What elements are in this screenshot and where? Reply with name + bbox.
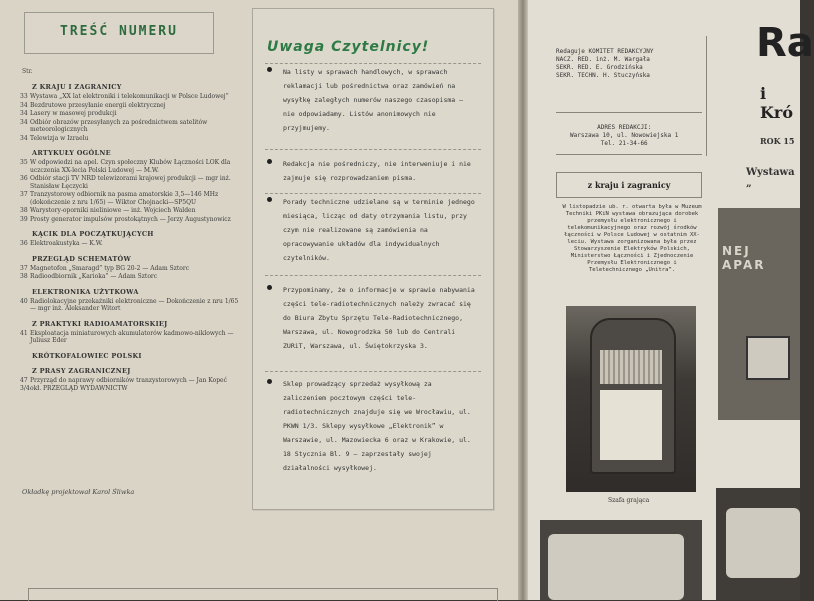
cover-credit: Okładkę projektował Karol Śliwka — [22, 488, 135, 496]
toc-section-title: PRZEGLĄD SCHEMATÓW — [32, 254, 132, 263]
jukebox-image — [590, 318, 676, 474]
toc-page-number: 47 — [20, 376, 28, 384]
toc-entry — [20, 216, 246, 224]
toc-page-number: 36 — [20, 175, 28, 182]
toc-section-title: ARTYKUŁY OGÓLNE — [32, 149, 111, 157]
exhibition-photo — [718, 208, 800, 420]
radio-image — [548, 534, 684, 600]
bullet-icon — [267, 67, 272, 72]
table-of-contents — [20, 76, 246, 394]
toc-page-number: 38 — [20, 273, 28, 280]
magazine-subtitle: i Kró — [760, 84, 794, 122]
toc-page-number: 40 — [20, 297, 28, 305]
toc-entry-text: Przyrząd do naprawy odbiorników tranzystorowych — Jan Kopeć — [30, 376, 227, 384]
bullet-icon — [267, 379, 272, 384]
bullet-icon — [267, 285, 272, 290]
toc-title: TREŚĆ NUMERU — [60, 24, 178, 39]
divider — [556, 154, 702, 155]
toc-entry — [20, 110, 246, 118]
toc-section-title: ELEKTRONIKA UŻYTKOWA — [32, 287, 139, 296]
toc-entry-text: Odbiór obrazów przesyłanych za pośrednictwem satelitów meteorologicznych — [30, 118, 208, 133]
toc-entry-text: Magnetofon „Smaragd” typ BG 20-2 — Adam Sztorc — [30, 264, 190, 272]
divider — [706, 36, 707, 156]
toc-entry-text: W odpowiedzi na apel. Czyn społeczny Klubów Łączności LOK dla uczczenia XX-lecia Polski Ludowej — M.W. — [30, 159, 231, 174]
toc-section-title: Z PRAKTYKI RADIOAMATORSKIEJ — [32, 319, 168, 328]
exhibition-sign: NEJ APAR — [722, 244, 766, 272]
toc-page-number: 37 — [20, 191, 28, 198]
toc-entry — [20, 93, 246, 101]
toc-entry — [20, 102, 246, 110]
toc-page-number: 36 — [20, 240, 28, 247]
tv-photo — [716, 488, 800, 600]
toc-section-title: Z PRASY ZAGRANICZNEJ — [32, 366, 131, 375]
toc-page-number: 39 — [20, 215, 28, 223]
notice-item: Przypominamy, że o informacje w sprawie nabywania części tele-radiotechnicznych należy zwracać się do Biura Zbytu Sprzętu Tele-Radiotechnicznego, Warszawa, ul. Nowogrodzka 50 lub do Centrali ZURiT, Warszawa, ul. Świętokrzyska 3. — [267, 283, 475, 353]
toc-title-box — [24, 12, 214, 54]
toc-entry — [20, 119, 246, 134]
toc-section-title: KĄCIK DLA POCZĄTKUJĄCYCH — [32, 230, 154, 238]
toc-entry — [20, 159, 246, 174]
toc-entry-text: Radiolokacyjne przekaźniki elektroniczne — Dokończenie z nru 1/65 — mgr inż. Aleksander Witort — [30, 297, 239, 312]
notice-item: Porady techniczne udzielane są w terminie jednego miesiąca, licząc od daty otrzymania listu, przy czym nie realizowane są zamówienia na opracowywanie układów dla indywidualnych czytelników. — [267, 195, 475, 265]
toc-entry — [20, 207, 246, 215]
toc-entry-text: Wystawa „XX lat elektroniki i telekomunikacji w Polsce Ludowej” — [30, 93, 229, 100]
toc-entry — [20, 377, 246, 385]
notice-divider — [265, 371, 481, 372]
notice-item: Redakcja nie pośredniczy, nie interweniuje i nie zajmuje się rozprowadzaniem pisma. — [267, 157, 475, 185]
toc-entry — [20, 135, 246, 143]
notice-divider — [265, 193, 481, 194]
toc-entry — [20, 191, 246, 206]
toc-entry-text: Lasery w masowej produkcji — [30, 110, 117, 117]
toc-entry-text: Prosty generator impulsów prostokątnych — Jerzy Augustynowicz — [30, 215, 231, 223]
bullet-icon — [267, 159, 272, 164]
toc-entry — [20, 273, 246, 281]
toc-entry — [20, 240, 246, 248]
toc-entry-text: Radioodbiornik „Karioka” — Adam Sztorc — [30, 273, 158, 280]
volume-year: ROK 15 — [760, 136, 795, 146]
bullet-icon — [267, 197, 272, 202]
reader-notice — [252, 8, 494, 510]
toc-page-number: 34 — [20, 110, 28, 117]
section-header-box — [556, 172, 702, 198]
book-gutter — [518, 0, 528, 600]
radio-photo — [540, 520, 702, 600]
toc-page-number: 37 — [20, 264, 28, 272]
toc-entry-text: Elektroakustyka — K.W. — [30, 240, 103, 247]
toc-page-number: 38 — [20, 207, 28, 214]
toc-entry-text: Tranzystorowy odbiornik na pasma amatorskie 3,5—146 MHz (dokończenie z nru 1/65) — Wiktor Chojnacki—SP5QU — [30, 191, 219, 206]
article-headline: Wystawa „ — [746, 167, 795, 189]
toc-entry-text: okł. PRZEGLĄD WYDAWNICTW — [30, 385, 128, 392]
article-text: W listopadzie ub. r. otwarta była w Muzeum Techniki PKiN wystawa obrazująca dorobek przemysłu elektronicznego i telekomunikacyjnego oraz rozwój środków łączności w Polsce Ludowej w ostatnim XX-leciu. Wystawa zorganizowana była przez Stowarzyszenie Elektryków Polskich, Ministerstwo Łączności i Zjednoczenie Przemysłu Elektronicznego i Teletechnicznego „Unitra”. — [562, 204, 702, 273]
toc-entry-text: Eksploatacja miniaturowych akumulatorów kadmowo-niklowych — Juliusz Eder — [30, 329, 234, 344]
toc-page-number: 34 — [20, 134, 28, 142]
toc-entry — [20, 298, 246, 313]
toc-page-number: 34 — [20, 118, 28, 126]
section-title: z kraju i zagranicy — [587, 180, 671, 190]
notice-item: Na listy w sprawach handlowych, w sprawach reklamacji lub pośrednictwa oraz zamówień na wysyłkę zaległych numerów naszego czasopisma — nie odpowiadamy. Listów anonimowych nie przyjmujemy. — [267, 65, 475, 135]
toc-entry-text: Odbiór stacji TV NRD telewizorami krajowej produkcji — mgr inż. Stanisław Łęczycki — [30, 175, 231, 190]
toc-page-number: 35 — [20, 159, 28, 166]
toc-entry — [20, 330, 246, 345]
tv-image — [726, 508, 800, 578]
notice-divider — [265, 63, 481, 64]
instrument-image — [746, 336, 790, 380]
jukebox-grille — [600, 350, 662, 384]
toc-page-number: 33 — [20, 93, 28, 100]
notice-divider — [265, 149, 481, 150]
bottom-frame — [28, 588, 498, 601]
toc-section-title: Z KRAJU I ZAGRANICY — [32, 83, 122, 91]
notice-divider — [265, 275, 481, 276]
divider — [556, 112, 702, 113]
toc-entry — [20, 385, 246, 393]
toc-section-title: KRÓTKOFALOWIEC POLSKI — [32, 351, 142, 360]
toc-page-number: 3/4 — [20, 385, 30, 392]
notice-title: Uwaga Czytelnicy! — [267, 39, 430, 55]
jukebox-panel — [600, 390, 662, 460]
toc-entry — [20, 175, 246, 190]
masthead: Redaguje KOMITET REDAKCYJNY NACZ. RED. inż. M. Wargała SEKR. RED. E. Grodzińska SEKR. TECHN. H. Stuczyńska — [556, 48, 654, 79]
toc-entry — [20, 265, 246, 273]
photo-caption: Szafa grająca — [608, 497, 650, 504]
editorial-address: ADRES REDAKCJI: Warszawa 10, ul. Nowowiejska 1 Tel. 21-34-66 — [570, 124, 679, 147]
page-column-label: Str. — [22, 68, 33, 75]
magazine-title: Ra — [756, 20, 814, 66]
toc-entry-text: Telewizja w Izraelu — [30, 134, 89, 142]
toc-page-number: 41 — [20, 329, 28, 337]
toc-entry-text: Bezdrutowe przesyłanie energii elektrycznej — [30, 101, 166, 109]
toc-page-number: 34 — [20, 101, 28, 109]
notice-item: Sklep prowadzący sprzedaż wysyłkową za zaliczeniem pocztowym części tele-radiotechnicznych znajduje się we Wrocławiu, ul. PKWN 1/3. Sklepy wysyłkowe „Elektronik” w Warszawie, ul. Mazowiecka 6 oraz w Krakowie, ul. 18 Stycznia Bl. 9 — zaprzestały swojej działalności wysyłkowej. — [267, 377, 475, 475]
toc-entry-text: Warystory-oporniki nieliniowe — inż. Wojciech Walden — [30, 207, 196, 214]
